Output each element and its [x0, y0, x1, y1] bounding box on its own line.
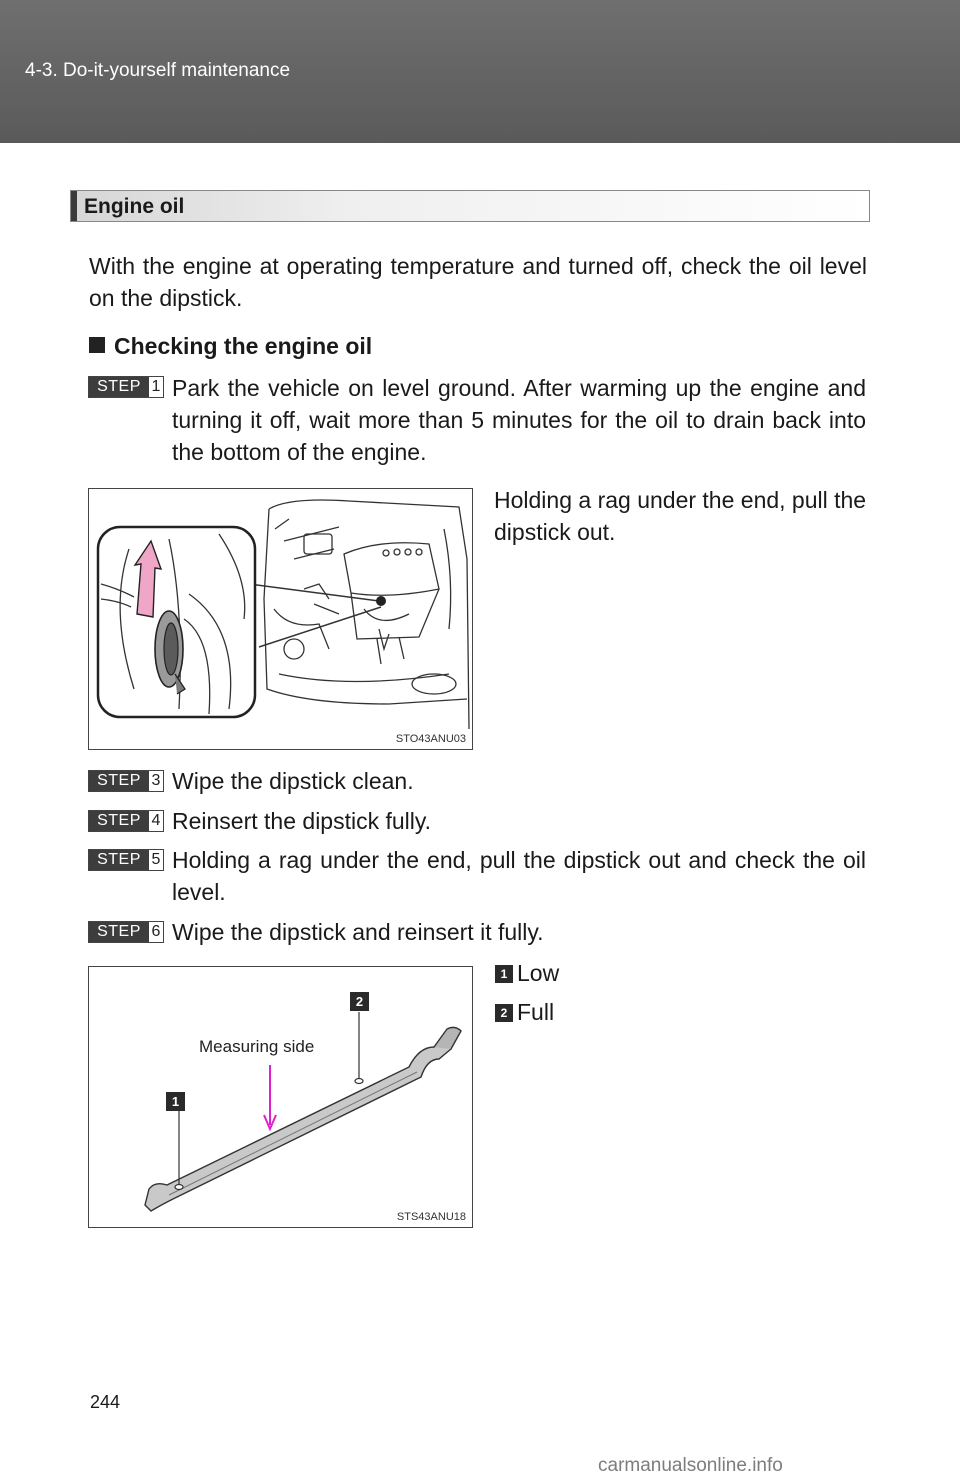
page-header: [0, 0, 960, 143]
callout-2: 2: [355, 994, 364, 1009]
legend-full: [495, 999, 554, 1026]
step-label: STEP: [89, 922, 149, 942]
step-2-text: Holding a rag under the end, pull the dipstick out.: [494, 487, 867, 545]
subheading-text: Checking the engine oil: [114, 333, 373, 359]
step-label: STEP: [89, 771, 149, 791]
legend-label: Low: [517, 960, 560, 986]
step-badge-1: [88, 376, 164, 398]
callout-1: 1: [171, 1094, 180, 1109]
dipstick-illustration: [89, 967, 472, 1227]
step-badge-3: [88, 770, 164, 792]
measuring-side-label: Measuring side: [199, 1037, 315, 1056]
step-label: STEP: [89, 377, 149, 397]
square-bullet-icon: [89, 337, 105, 353]
figure-code: STO43ANU03: [395, 733, 466, 745]
step-4-text: Reinsert the dipstick fully.: [172, 808, 432, 834]
step-number: 4: [149, 811, 163, 831]
callout-badge: 1: [495, 965, 513, 983]
step-badge-6: [88, 921, 164, 943]
subheading: [89, 333, 372, 360]
legend-label: Full: [517, 999, 555, 1025]
step-number: 3: [149, 771, 163, 791]
step-label: STEP: [89, 850, 149, 870]
step-number: 5: [149, 850, 163, 870]
step-number: 6: [149, 922, 163, 942]
engine-illustration: [89, 489, 472, 749]
step-badge-4: [88, 810, 164, 832]
step-6-text: Wipe the dipstick and reinsert it fully.: [172, 919, 544, 945]
engine-figure: [88, 488, 473, 750]
step-5-text: Holding a rag under the end, pull the dipstick out and check the oil level.: [172, 847, 866, 905]
section-title-bar: [70, 190, 870, 222]
page-number: 244: [90, 1392, 121, 1412]
section-marker: [71, 191, 77, 221]
legend-low: [495, 960, 559, 987]
step-label: STEP: [89, 811, 149, 831]
callout-badge: 2: [495, 1004, 513, 1022]
step-3-text: Wipe the dipstick clean.: [172, 768, 414, 794]
step-badge-5: [88, 849, 164, 871]
step-1-text: Park the vehicle on level ground. After warming up the engine and turning it off, wait more than 5 minutes for the oil to drain back into the bottom of the engine.: [172, 375, 866, 465]
figure-code: STS43ANU18: [396, 1211, 466, 1223]
chapter-title: 4-3. Do-it-yourself maintenance: [25, 60, 291, 81]
intro-paragraph: With the engine at operating temperature and turned off, check the oil level on the dipstick.: [89, 253, 867, 311]
step-number: 1: [149, 377, 163, 397]
dipstick-figure: [88, 966, 473, 1228]
section-title: Engine oil: [84, 195, 185, 218]
watermark: carmanualsonline.info: [598, 1455, 783, 1476]
